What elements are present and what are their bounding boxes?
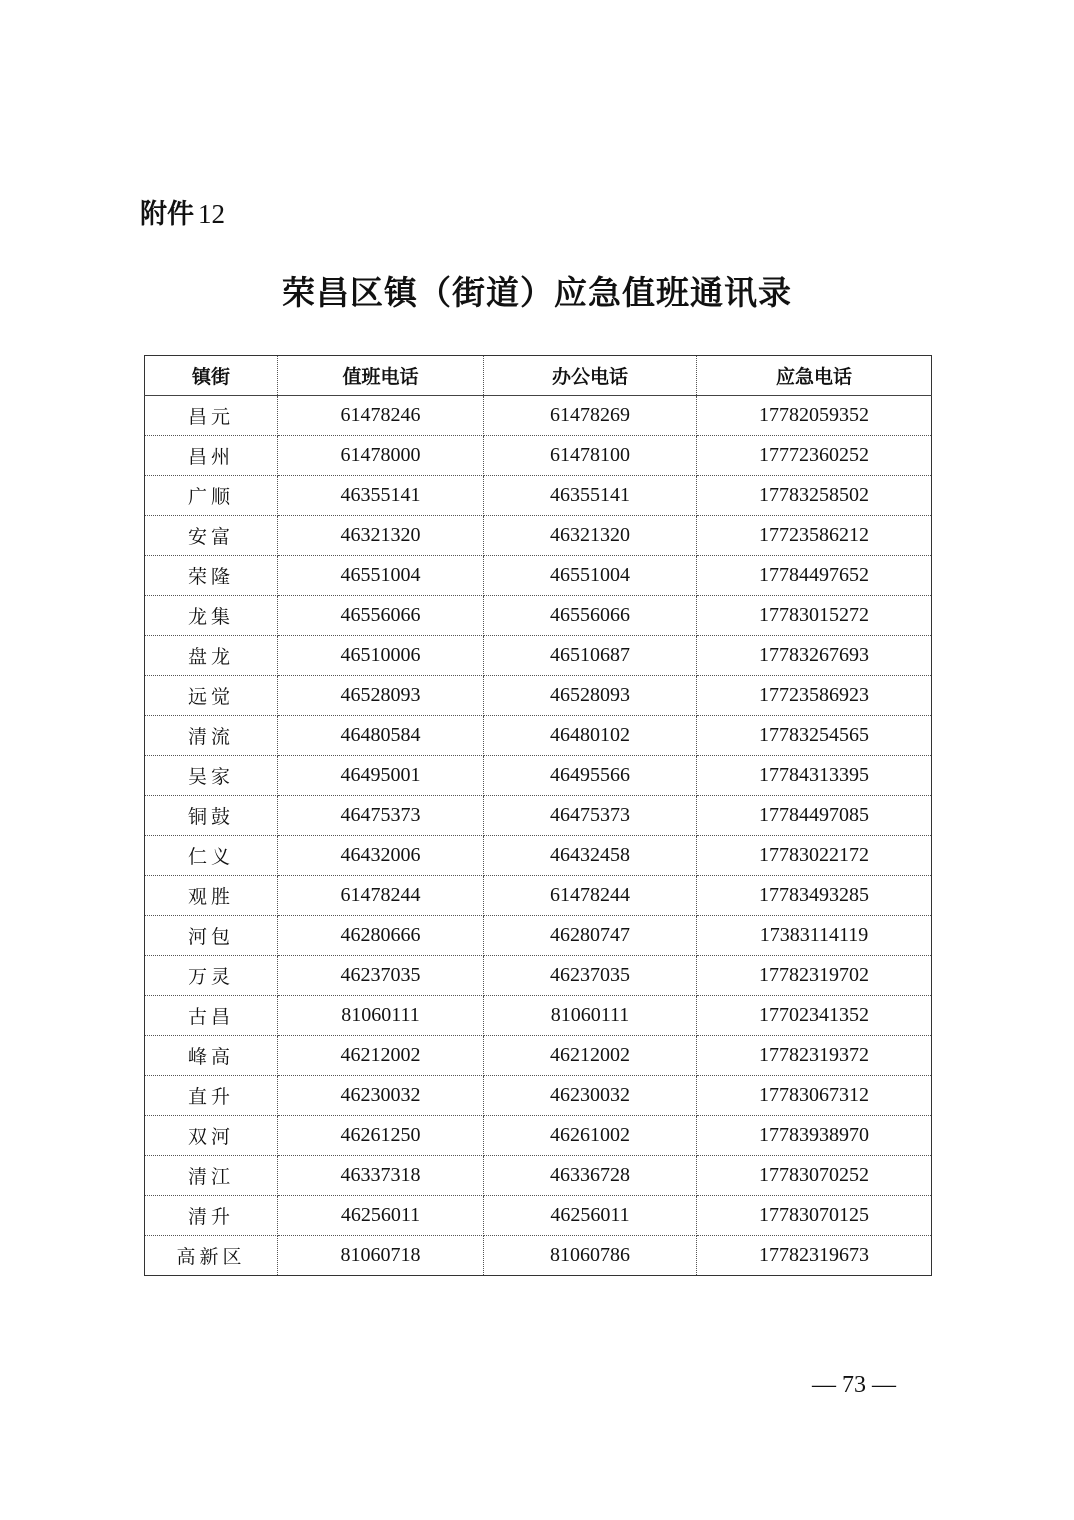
office-phone-cell: 61478244 xyxy=(484,876,697,916)
emergency-phone-cell: 17723586212 xyxy=(697,516,932,556)
table-row xyxy=(145,516,932,556)
town-cell: 河包 xyxy=(145,916,278,956)
emergency-phone-cell: 17783493285 xyxy=(697,876,932,916)
table-row xyxy=(145,1236,932,1276)
office-phone-cell: 61478100 xyxy=(484,436,697,476)
duty-phone-cell: 81060718 xyxy=(278,1236,484,1276)
office-phone-cell: 46480102 xyxy=(484,716,697,756)
emergency-phone-cell: 17723586923 xyxy=(697,676,932,716)
duty-phone-cell: 46475373 xyxy=(278,796,484,836)
table-row xyxy=(145,556,932,596)
town-cell: 直升 xyxy=(145,1076,278,1116)
emergency-phone-cell: 17772360252 xyxy=(697,436,932,476)
town-cell: 古昌 xyxy=(145,996,278,1036)
emergency-phone-cell: 17783022172 xyxy=(697,836,932,876)
attachment-number: 12 xyxy=(198,199,225,229)
table-header-row xyxy=(145,356,932,396)
table-row xyxy=(145,1116,932,1156)
office-phone-cell: 46556066 xyxy=(484,596,697,636)
attachment-label xyxy=(140,196,225,233)
table-row xyxy=(145,1156,932,1196)
page-title: 荣昌区镇（街道）应急值班通讯录 xyxy=(282,273,792,312)
table-row xyxy=(145,996,932,1036)
duty-phone-cell: 46237035 xyxy=(278,956,484,996)
town-cell: 清流 xyxy=(145,716,278,756)
emergency-phone-cell: 17784497085 xyxy=(697,796,932,836)
table-row xyxy=(145,596,932,636)
duty-phone-cell: 61478000 xyxy=(278,436,484,476)
town-cell: 安富 xyxy=(145,516,278,556)
header-office-phone: 办公电话 xyxy=(484,356,697,396)
duty-phone-cell: 61478246 xyxy=(278,396,484,436)
office-phone-cell: 81060786 xyxy=(484,1236,697,1276)
table-row xyxy=(145,1036,932,1076)
town-cell: 远觉 xyxy=(145,676,278,716)
duty-phone-cell: 46280666 xyxy=(278,916,484,956)
attachment-text: 附件 xyxy=(140,199,194,230)
emergency-phone-cell: 17783070252 xyxy=(697,1156,932,1196)
emergency-phone-cell: 17783267693 xyxy=(697,636,932,676)
table-row xyxy=(145,676,932,716)
emergency-phone-cell: 17783070125 xyxy=(697,1196,932,1236)
office-phone-cell: 81060111 xyxy=(484,996,697,1036)
town-cell: 昌元 xyxy=(145,396,278,436)
duty-phone-cell: 46212002 xyxy=(278,1036,484,1076)
table-row xyxy=(145,916,932,956)
office-phone-cell: 46355141 xyxy=(484,476,697,516)
header-emergency-phone: 应急电话 xyxy=(697,356,932,396)
table-row xyxy=(145,956,932,996)
emergency-phone-cell: 17782319372 xyxy=(697,1036,932,1076)
town-cell: 仁义 xyxy=(145,836,278,876)
office-phone-cell: 46237035 xyxy=(484,956,697,996)
town-cell: 铜鼓 xyxy=(145,796,278,836)
page-number: — 73 — xyxy=(812,1372,896,1398)
duty-phone-cell: 46256011 xyxy=(278,1196,484,1236)
town-cell: 高新区 xyxy=(145,1236,278,1276)
emergency-phone-cell: 17783254565 xyxy=(697,716,932,756)
office-phone-cell: 46212002 xyxy=(484,1036,697,1076)
office-phone-cell: 46256011 xyxy=(484,1196,697,1236)
table-row xyxy=(145,796,932,836)
table-row xyxy=(145,1196,932,1236)
town-cell: 盘龙 xyxy=(145,636,278,676)
office-phone-cell: 46432458 xyxy=(484,836,697,876)
duty-phone-cell: 46261250 xyxy=(278,1116,484,1156)
table-row xyxy=(145,756,932,796)
town-cell: 昌州 xyxy=(145,436,278,476)
office-phone-cell: 61478269 xyxy=(484,396,697,436)
table-row xyxy=(145,1076,932,1116)
emergency-phone-cell: 17702341352 xyxy=(697,996,932,1036)
emergency-phone-cell: 17782059352 xyxy=(697,396,932,436)
emergency-phone-cell: 17784497652 xyxy=(697,556,932,596)
duty-phone-cell: 46337318 xyxy=(278,1156,484,1196)
town-cell: 清江 xyxy=(145,1156,278,1196)
duty-phone-cell: 46355141 xyxy=(278,476,484,516)
emergency-phone-cell: 17783258502 xyxy=(697,476,932,516)
table-row xyxy=(145,876,932,916)
duty-phone-cell: 46480584 xyxy=(278,716,484,756)
duty-phone-cell: 46495001 xyxy=(278,756,484,796)
duty-phone-cell: 46321320 xyxy=(278,516,484,556)
duty-phone-cell: 46551004 xyxy=(278,556,484,596)
town-cell: 万灵 xyxy=(145,956,278,996)
table-row xyxy=(145,476,932,516)
town-cell: 峰高 xyxy=(145,1036,278,1076)
office-phone-cell: 46280747 xyxy=(484,916,697,956)
emergency-phone-cell: 17783067312 xyxy=(697,1076,932,1116)
town-cell: 荣隆 xyxy=(145,556,278,596)
duty-phone-cell: 46510006 xyxy=(278,636,484,676)
duty-phone-cell: 81060111 xyxy=(278,996,484,1036)
header-duty-phone: 值班电话 xyxy=(278,356,484,396)
town-cell: 清升 xyxy=(145,1196,278,1236)
office-phone-cell: 46321320 xyxy=(484,516,697,556)
office-phone-cell: 46528093 xyxy=(484,676,697,716)
town-cell: 广顺 xyxy=(145,476,278,516)
duty-phone-cell: 61478244 xyxy=(278,876,484,916)
header-town: 镇街 xyxy=(145,356,278,396)
emergency-phone-cell: 17383114119 xyxy=(697,916,932,956)
emergency-phone-cell: 17782319702 xyxy=(697,956,932,996)
office-phone-cell: 46261002 xyxy=(484,1116,697,1156)
office-phone-cell: 46551004 xyxy=(484,556,697,596)
office-phone-cell: 46475373 xyxy=(484,796,697,836)
duty-phone-cell: 46556066 xyxy=(278,596,484,636)
table-row xyxy=(145,396,932,436)
emergency-phone-cell: 17782319673 xyxy=(697,1236,932,1276)
office-phone-cell: 46495566 xyxy=(484,756,697,796)
office-phone-cell: 46230032 xyxy=(484,1076,697,1116)
office-phone-cell: 46510687 xyxy=(484,636,697,676)
duty-phone-cell: 46432006 xyxy=(278,836,484,876)
duty-phone-cell: 46230032 xyxy=(278,1076,484,1116)
town-cell: 吴家 xyxy=(145,756,278,796)
town-cell: 龙集 xyxy=(145,596,278,636)
emergency-phone-cell: 17783938970 xyxy=(697,1116,932,1156)
emergency-phone-cell: 17783015272 xyxy=(697,596,932,636)
table-row xyxy=(145,716,932,756)
duty-directory-table xyxy=(144,355,932,1276)
town-cell: 双河 xyxy=(145,1116,278,1156)
emergency-phone-cell: 17784313395 xyxy=(697,756,932,796)
table-row xyxy=(145,436,932,476)
town-cell: 观胜 xyxy=(145,876,278,916)
table-row xyxy=(145,636,932,676)
table-row xyxy=(145,836,932,876)
table-body xyxy=(145,396,932,1276)
duty-phone-cell: 46528093 xyxy=(278,676,484,716)
office-phone-cell: 46336728 xyxy=(484,1156,697,1196)
